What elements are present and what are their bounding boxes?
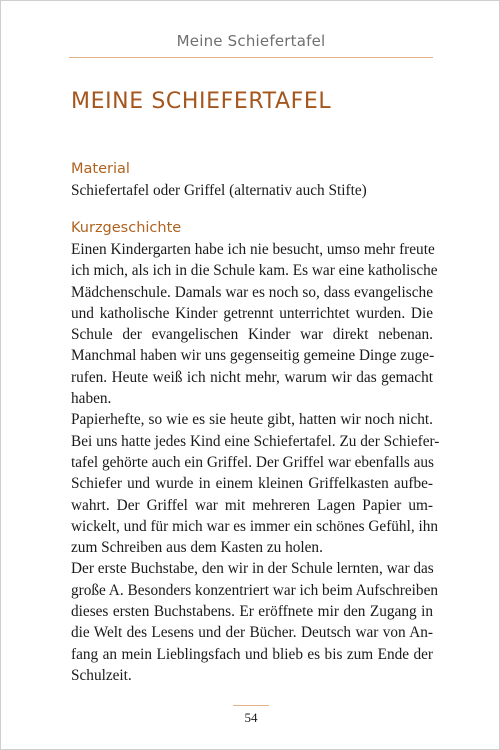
story-line: Schule der evangelischen Kinder war direkt nebenan. [71,326,433,344]
page-number: 54 [244,710,258,725]
story-line: wahrt. Der Griffel war mit mehreren Lagen Papier um- [71,496,433,514]
chapter-title: MEINE SCHIEFERTAFEL [71,89,332,114]
story-line: Schulzeit. [71,666,132,684]
material-text [71,180,433,201]
story-line: zum Schreiben aus dem Kasten zu holen. [71,539,323,557]
story-line: große A. Besonders konzentriert war ich beim Aufschreiben [71,581,439,599]
footer-rule [233,705,269,706]
material-heading: Material [71,161,130,177]
story-line: fang an mein Lieblingsfach und blieb es bis zum Ende der [71,645,433,663]
story-line: Manchmal haben wir uns gegenseitig gemeine Dinge zuge- [71,347,435,365]
story-line: und katholische Kinder getrennt unterrichtet wurden. Die [71,304,433,322]
story-line: ich mich, als ich in die Schule kam. Es war eine katholische [71,262,438,280]
story-line: wickelt, und für mich war es immer ein schönes Gefühl, ihn [71,517,439,535]
header-rule [69,57,433,58]
story-line: Mädchenschule. Damals war es noch so, dass evangelische [71,283,433,301]
story-heading: Kurzgeschichte [71,220,182,236]
running-head: Meine Schiefertafel [176,32,326,50]
story-line: Papierhefte, so wie es sie heute gibt, hatten wir noch nicht. [71,411,433,429]
story-line: Bei uns hatte jedes Kind eine Schiefertafel. Zu der Schiefer- [71,432,440,450]
story-line: Einen Kindergarten habe ich nie besucht, umso mehr freute [71,241,435,258]
story-line: tafel gehörte auch ein Griffel. Der Griffel war ebenfalls aus [71,453,434,471]
story-line: die Welt des Lesens und der Bücher. Deutsch war von An- [71,624,433,642]
material-line: Schiefertafel oder Griffel (alternativ auch Stifte) [71,182,367,199]
story-line: Der erste Buchstabe, den wir in der Schule lernten, war das [71,560,434,578]
story-line: haben. [71,390,112,408]
story-line: rufen. Heute weiß ich nicht mehr, warum wir das gemacht [71,368,433,386]
story-line: dieses ersten Buchstabens. Er eröffnete mir den Zugang in [71,603,433,621]
story-text [71,239,440,686]
story-line: Schiefer und wurde in einem kleinen Griffelkasten aufbe- [71,475,433,493]
